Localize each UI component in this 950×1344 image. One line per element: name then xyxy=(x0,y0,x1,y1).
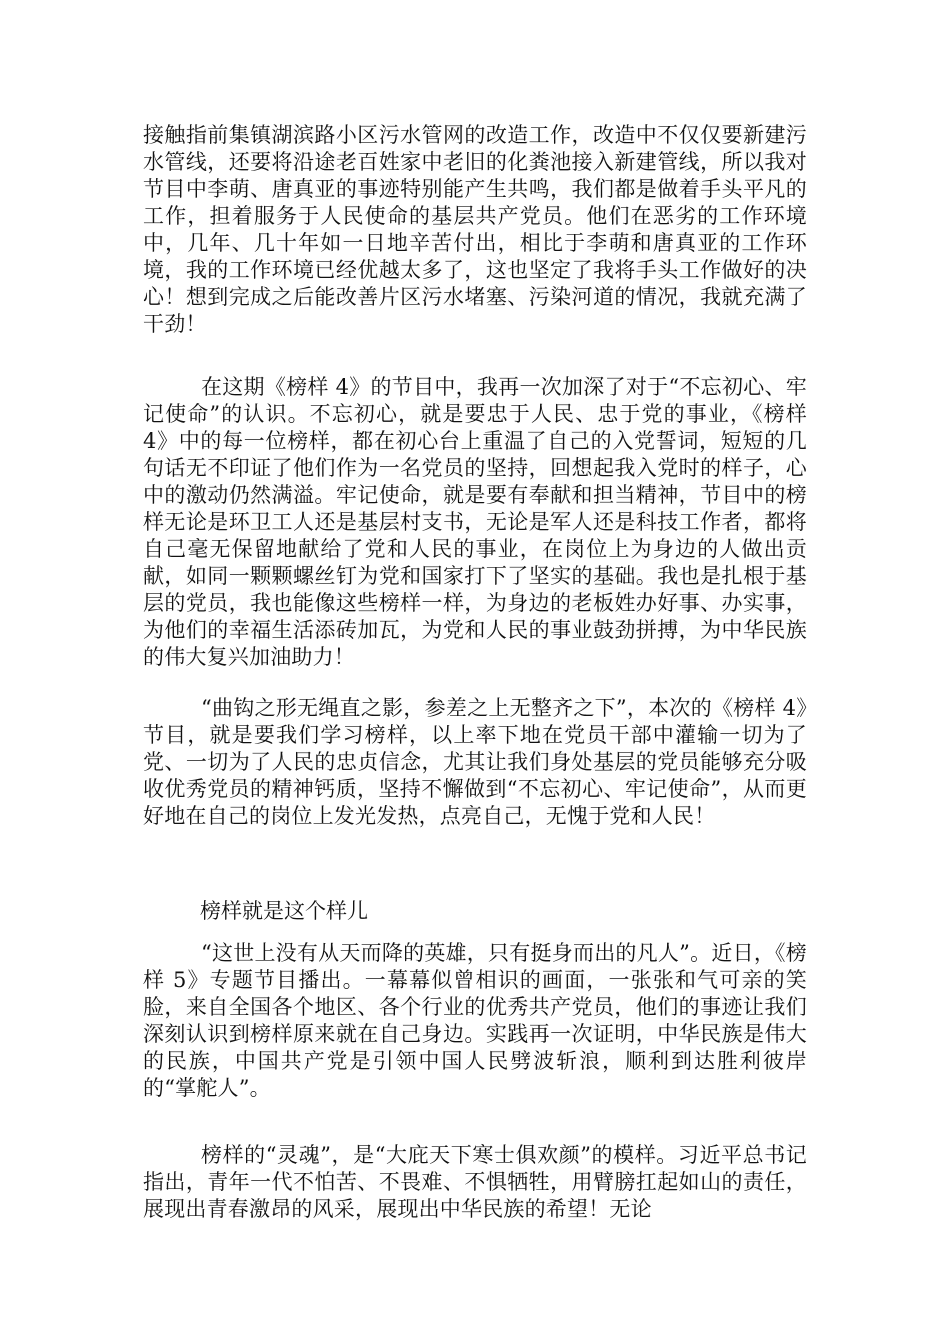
paragraph-bangyang-4-summary: “曲钩之形无绳直之影，参差之上无整齐之下”，本次的《榜样 4》节目，就是要我们学习榜样，以上率下地在党员干部中灌输一切为了党、一切为了人民的忠贞信念，尤其让我们身处基层的党员能够充分吸收优秀党员的精神钙质，坚持不懈做到“不忘初心、牢记使命”，从而更好地在自己的岗位上发光发热，点亮自己，无愧于党和人民！ xyxy=(143,696,807,828)
paragraph-bangyang-5-intro: “这世上没有从天而降的英雄，只有挺身而出的凡人”。近日，《榜样 5》专题节目播出。一幕幕似曾相识的画面，一张张和气可亲的笑脸，来自全国各个地区、各个行业的优秀共产党员，他们的事迹让我们深刻认识到榜样原来就在自己身边。实践再一次证明，中华民族是伟大的民族，中国共产党是引领中国人民劈波斩浪，顺利到达胜利彼岸的“掌舵人”。 xyxy=(143,941,807,1100)
paragraph-bangyang-4-reflection: 在这期《榜样 4》的节目中，我再一次加深了对于“不忘初心、牢记使命”的认识。不忘初心，就是要忠于人民、忠于党的事业，《榜样 4》中的每一位榜样，都在初心台上重温了自己的入党誓词，短短的几句话无不印证了他们作为一名党员的坚持，回想起我入党时的样子，心中的激动仍然满溢。牢记使命，就是要有奉献和担当精神，节目中的榜样无论是环卫工人还是基层村支书，无论是军人还是科技工作者，都将自己毫无保留地献给了党和人民的事业，在岗位上为身边的人做出贡献，如同一颗颗螺丝钉为党和国家打下了坚实的基础。我也是扎根于基层的党员，我也能像这些榜样一样，为身边的老板姓办好事、办实事，为他们的幸福生活添砖加瓦，为党和人民的事业鼓劲拼搏，为中华民族的伟大复兴加油助力！ xyxy=(143,375,807,669)
section-heading: 榜样就是这个样儿 xyxy=(200,899,368,923)
paragraph-sewage-renovation: 接触指前集镇湖滨路小区污水管网的改造工作，改造中不仅仅要新建污水管线，还要将沿途老百姓家中老旧的化粪池接入新建管线，所以我对节目中李萌、唐真亚的事迹特别能产生共鸣，我们都是做着手头平凡的工作，担着服务于人民使命的基层共产党员。他们在恶劣的工作环境中，几年、几十年如一日地辛苦付出，相比于李萌和唐真亚的工作环境，我的工作环境已经优越太多了，这也坚定了我将手头工作做好的决心！想到完成之后能改善片区污水堵塞、污染河道的情况，我就充满了干劲！ xyxy=(143,123,807,336)
paragraph-soul-of-role-models: 榜样的“灵魂”，是“大庇天下寒士俱欢颜”的模样。习近平总书记指出，青年一代不怕苦、不畏难、不惧牺牲，用臂膀扛起如山的责任，展现出青春激昂的风采，展现出中华民族的希望！无论 xyxy=(143,1143,807,1221)
